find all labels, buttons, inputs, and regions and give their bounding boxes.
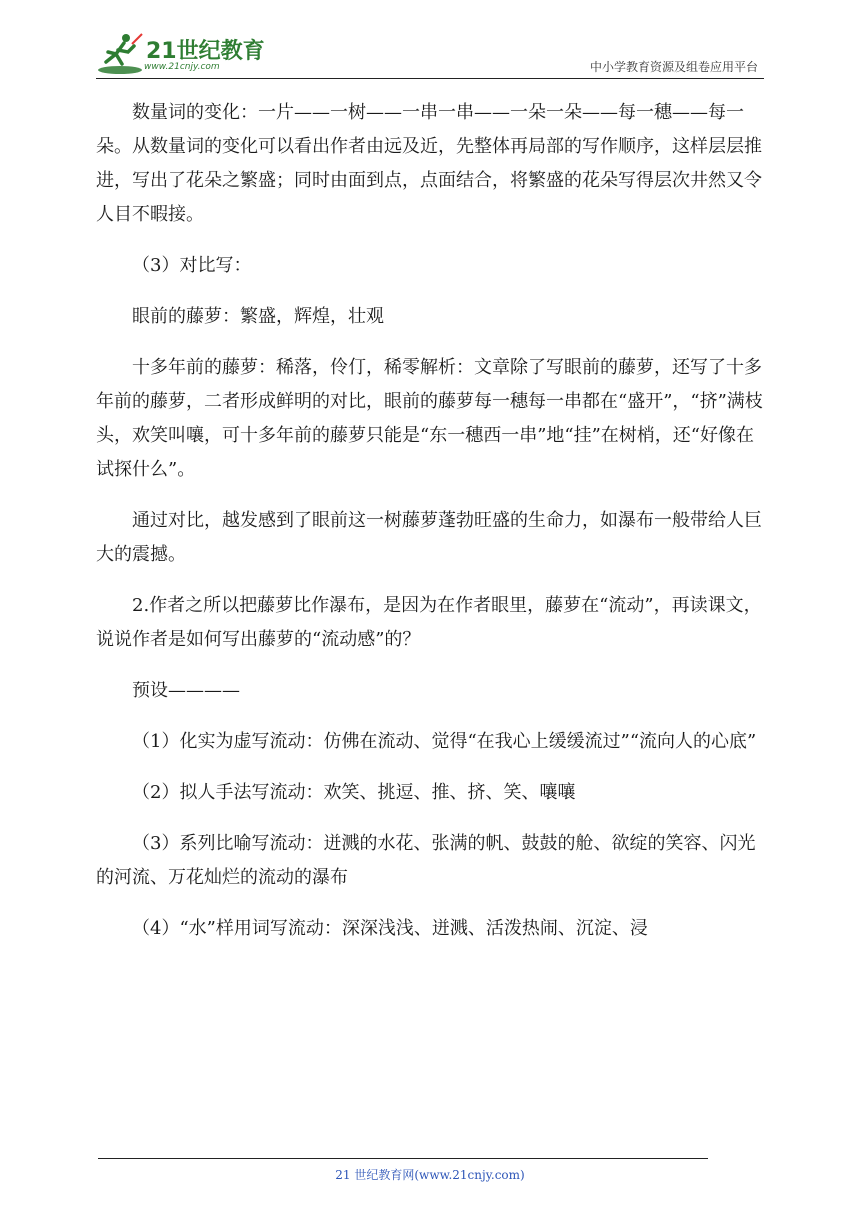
paragraph: 通过对比，越发感到了眼前这一树藤萝蓬勃旺盛的生命力，如瀑布一般带给人巨大的震撼。	[96, 510, 762, 565]
paragraph: 预设————	[132, 680, 240, 701]
footer-link[interactable]: 21 世纪教育网(www.21cnjy.com)	[335, 1168, 525, 1182]
logo-text: 21世纪教育	[146, 39, 265, 64]
site-logo[interactable]	[96, 30, 266, 76]
list-item: （2）拟人手法写流动：欢笑、挑逗、推、挤、笑、嚷嚷	[132, 782, 576, 803]
page-header	[96, 30, 764, 80]
document-body	[96, 96, 764, 963]
header-tagline: 中小学教育资源及组卷应用平台	[589, 60, 758, 74]
footer-divider	[98, 1158, 708, 1159]
header-divider	[96, 78, 764, 79]
paragraph: 数量词的变化：一片——一树——一串一串——一朵一朵——每一穗——每一朵。从数量词的变化可以看出作者由远及近，先整体再局部的写作顺序，这样层层推进，写出了花朵之繁盛；同时由面到点，点面结合，将繁盛的花朵写得层次井然又令人目不暇接。	[96, 102, 762, 225]
logo-url: www.21cnjy.com	[144, 62, 220, 72]
paragraph: 十多年前的藤萝：稀落，伶仃，稀零解析：文章除了写眼前的藤萝，还写了十多年前的藤萝，二者形成鲜明的对比，眼前的藤萝每一穗每一串都在“盛开”，“挤”满枝头，欢笑叫嚷，可十多年前的藤萝只能是“东一穗西一串”地“挂”在树梢，还“好像在试探什么”。	[96, 357, 763, 480]
paragraph: （3）对比写：	[132, 255, 252, 276]
list-item: （3）系列比喻写流动：迸溅的水花、张满的帆、鼓鼓的舱、欲绽的笑容、闪光的河流、万花灿烂的流动的瀑布	[96, 833, 756, 888]
list-item: （4）“水”样用词写流动：深深浅浅、迸溅、活泼热闹、沉淀、浸	[132, 918, 648, 939]
runner-logo-icon	[96, 30, 148, 76]
paragraph: 2.作者之所以把藤萝比作瀑布，是因为在作者眼里，藤萝在“流动”，再读课文，说说作者是如何写出藤萝的“流动感”的？	[96, 595, 762, 650]
list-item: （1）化实为虚写流动：仿佛在流动、觉得“在我心上缓缓流过”“流向人的心底”	[132, 731, 757, 752]
paragraph: 眼前的藤萝：繁盛，辉煌，壮观	[132, 306, 384, 327]
